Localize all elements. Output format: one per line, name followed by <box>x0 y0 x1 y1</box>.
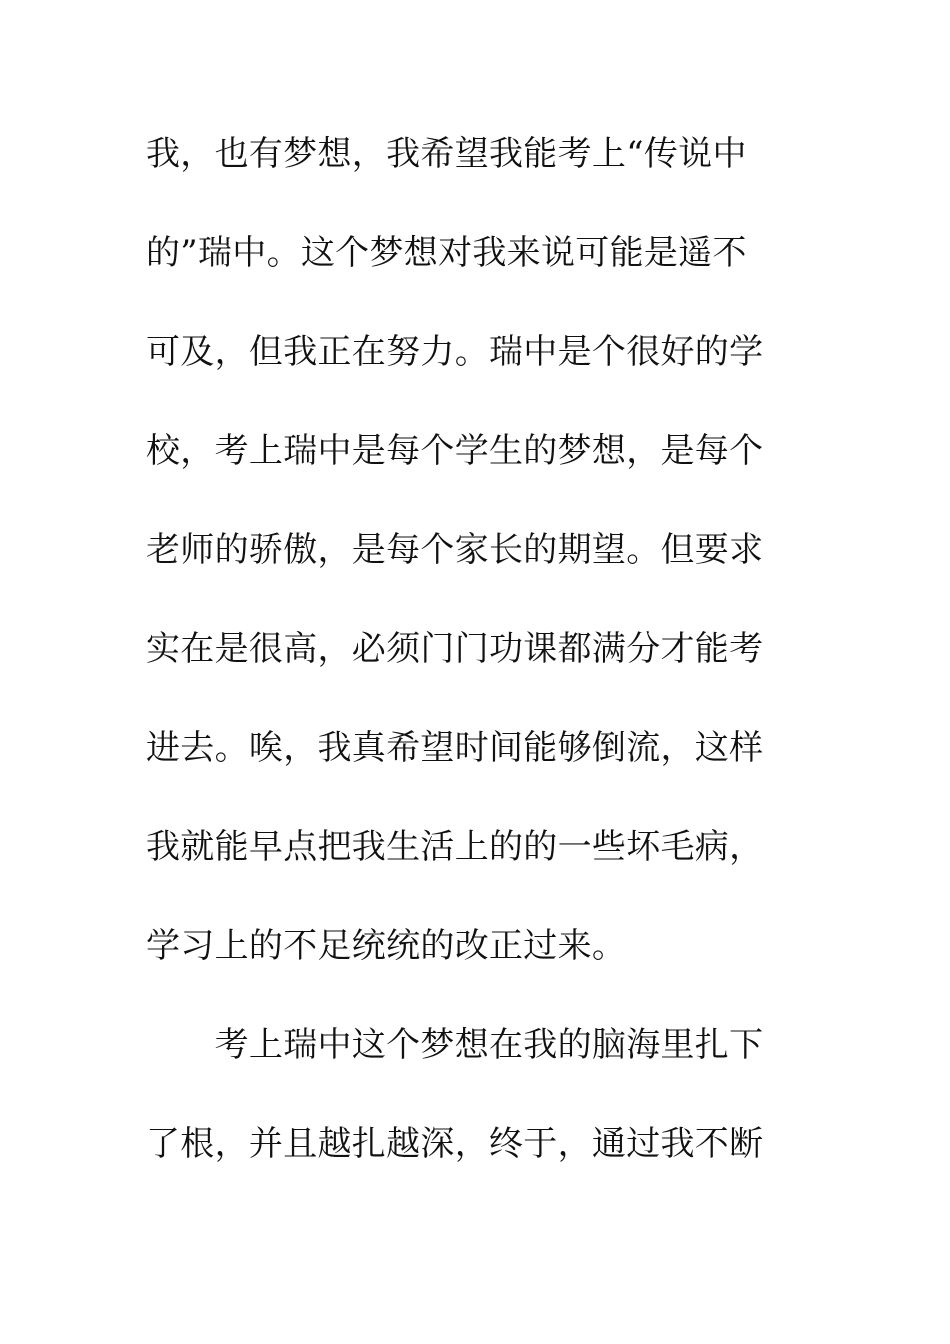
text-line: 我，也有梦想，我希望我能考上“传说中 <box>146 134 747 174</box>
text-line: 实在是很高，必须门门功课都满分才能考 <box>146 629 764 669</box>
text-line: 老师的骄傲，是每个家长的期望。但要求 <box>146 530 764 570</box>
text-line: 考上瑞中这个梦想在我的脑海里扎下 <box>146 1025 764 1065</box>
text-line: 可及，但我正在努力。瑞中是个很好的学 <box>146 332 764 372</box>
text-line: 我就能早点把我生活上的的一些坏毛病， <box>146 827 764 867</box>
text-line: 学习上的不足统统的改正过来。 <box>146 926 627 966</box>
document-body-text <box>146 122 786 1211</box>
text-line: 校，考上瑞中是每个学生的梦想，是每个 <box>146 431 764 471</box>
text-line: 了根，并且越扎越深，终于，通过我不断 <box>146 1124 764 1164</box>
text-line: 进去。唉，我真希望时间能够倒流，这样 <box>146 728 764 768</box>
text-line: 的”瑞中。这个梦想对我来说可能是遥不 <box>146 233 747 273</box>
